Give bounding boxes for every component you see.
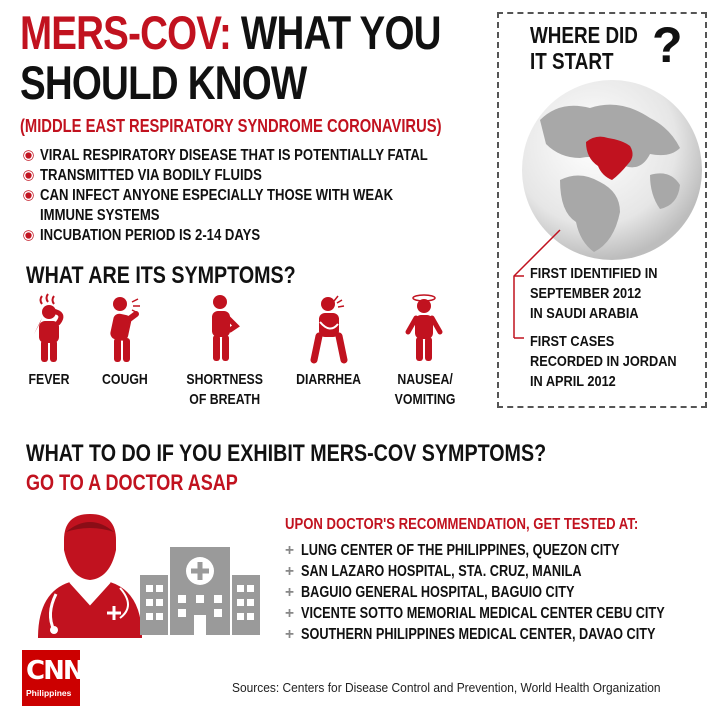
origin-heading: WHERE DID IT START: [530, 22, 638, 74]
page-subtitle: (MIDDLE EAST RESPIRATORY SYNDROME CORONAVIRUS): [20, 116, 442, 136]
list-item: + SAN LAZARO HOSPITAL, STA. CRUZ, MANILA: [285, 563, 582, 580]
action-subheading: GO TO A DOCTOR ASAP: [26, 470, 238, 495]
cnn-logo: [22, 650, 83, 706]
symptom-cough: [80, 292, 170, 390]
list-item: + LUNG CENTER OF THE PHILIPPINES, QUEZON CITY: [285, 542, 620, 559]
list-item: TRANSMITTED VIA BODILY FLUIDS: [24, 166, 484, 186]
list-item: + SOUTHERN PHILIPPINES MEDICAL CENTER, DAVAO CITY: [285, 626, 656, 643]
bullet-icon: [25, 152, 31, 158]
list-item: CAN INFECT ANYONE ESPECIALLY THOSE WITH WEAK IMMUNE SYSTEMS: [24, 186, 484, 226]
diarrhea-icon: [304, 292, 354, 364]
list-item: + BAGUIO GENERAL HOSPITAL, BAGUIO CITY: [285, 584, 575, 601]
plus-icon: +: [285, 563, 295, 580]
list-item: INCUBATION PERIOD IS 2-14 DAYS: [24, 226, 484, 246]
nausea-icon: [400, 292, 450, 364]
action-heading: WHAT TO DO IF YOU EXHIBIT MERS-COV SYMPTOMS?: [26, 440, 547, 467]
hospital-icon: [140, 545, 260, 635]
shortness-of-breath-icon: [198, 292, 248, 364]
symptom-diarrhea: [284, 292, 374, 390]
symptom-nausea-vomiting: [380, 292, 470, 410]
symptom-label: DIARRHEA: [296, 371, 362, 388]
sources-text: Sources: Centers for Disease Control and Prevention, World Health Organization: [232, 680, 661, 695]
tested-heading: UPON DOCTOR'S RECOMMENDATION, GET TESTED AT:: [285, 516, 639, 533]
hospital-list: [285, 540, 720, 645]
question-mark: ?: [652, 17, 683, 73]
list-item: VIRAL RESPIRATORY DISEASE THAT IS POTENTIALLY FATAL: [24, 146, 484, 166]
origin-facts: [530, 264, 705, 400]
cnn-logo-region: Philippines: [26, 688, 72, 698]
plus-icon: +: [285, 542, 295, 559]
doctor-icon: [30, 510, 150, 640]
fever-icon: [24, 292, 74, 364]
bullet-icon: [25, 172, 31, 178]
plus-icon: +: [285, 584, 295, 601]
symptom-label: COUGH: [102, 371, 148, 388]
cnn-logo-text: CNN: [26, 656, 83, 686]
cough-icon: [100, 292, 150, 364]
bullet-icon: [25, 232, 31, 238]
facts-list: [24, 146, 484, 246]
origin-fact-jordan: FIRST CASES RECORDED IN JORDAN IN APRIL 2012: [530, 333, 677, 390]
symptom-label: SHORTNESS OF BREATH: [186, 371, 263, 408]
symptom-label: NAUSEA/ VOMITING: [394, 371, 456, 408]
page-title-line2: SHOULD KNOW: [20, 56, 307, 109]
bullet-icon: [25, 192, 31, 198]
origin-fact-saudi: FIRST IDENTIFIED IN SEPTEMBER 2012 IN SAUDI ARABIA: [530, 265, 658, 322]
plus-icon: +: [285, 605, 295, 622]
symptom-shortness-of-breath: [178, 292, 268, 410]
page-title-line1: MERS-COV: WHAT YOU: [20, 6, 441, 59]
symptoms-heading: WHAT ARE ITS SYMPTOMS?: [26, 262, 296, 289]
symptom-label: FEVER: [28, 371, 70, 388]
plus-icon: +: [285, 626, 295, 643]
list-item: + VICENTE SOTTO MEMORIAL MEDICAL CENTER CEBU CITY: [285, 605, 665, 622]
